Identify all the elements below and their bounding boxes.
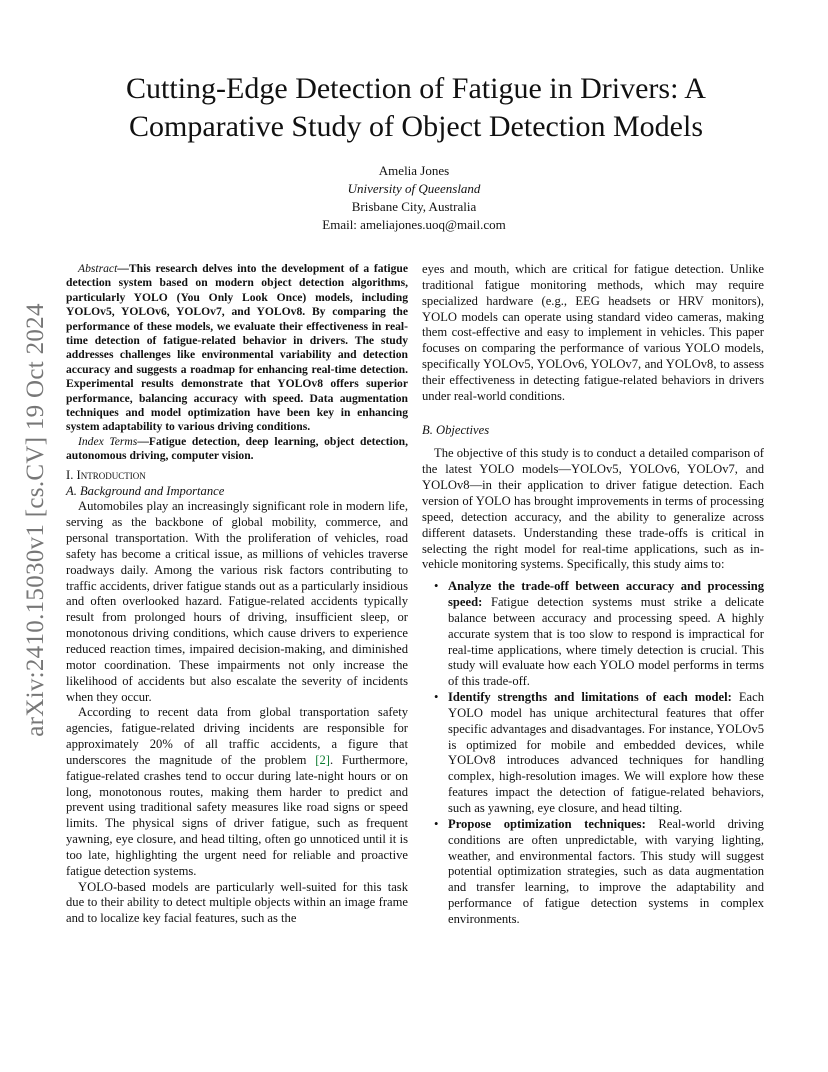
- list-item-head: Identify strengths and limitations of each model:: [448, 690, 732, 705]
- author-block: [214, 162, 614, 234]
- index-terms-text: —Fatigue detection, deep learning, object detection, autonomous driving, computer vision.: [66, 434, 408, 463]
- list-item: [448, 817, 764, 928]
- para2-text-a: According to recent data from global transportation safety agencies, fatigue-related driving incidents are responsible for approximately 20% of all traffic accidents, a figure that underscores the magnitude of the problem: [66, 705, 408, 767]
- author-location: Brisbane City, Australia: [351, 199, 477, 214]
- list-item-text: Fatigue detection systems must strike a delicate balance between accuracy and processing speed. A highly accurate system that is too slow to respond is impractical for real-time applications, where timely detection is crucial. This study will evaluate how each YOLO model performs in terms of this trade-off.: [448, 595, 764, 689]
- paragraph-background-3-continued: eyes and mouth, which are critical for fatigue detection. Unlike traditional fatigue monitoring methods, which may require specialized hardware (e.g., EEG headsets or HRV monitors), YOLO models can operate using standard video cameras, making them cost-effective and easy to implement in vehicles. This paper focuses on comparing the performance of various YOLO models, specifically YOLOv5, YOLOv6, YOLOv7, and YOLOv8, to assess their effectiveness in detecting fatigue-related behaviors in drivers under real-world conditions.: [422, 262, 764, 403]
- list-item-text: Each YOLO model has unique architectural features that offer specific advantages and disadvantages. For instance, YOLOv5 is optimized for mobile and embedded devices, while YOLOv8 introduces advanced techniques for handling complex, high-resolution images. We will explore how these features impact the detection of fatigue-related behaviors, such as yawning, eye closure, and head tilting.: [448, 690, 764, 815]
- subsection-heading-background: A. Background and Importance: [66, 483, 225, 498]
- title-line-2: Comparative Study of Object Detection Models: [128, 110, 704, 143]
- subsection-heading-objectives: B. Objectives: [422, 422, 490, 437]
- left-column: [66, 262, 408, 927]
- author-affiliation: University of Queensland: [347, 181, 481, 196]
- section-heading-introduction: [66, 468, 408, 484]
- index-terms-label: Index Terms: [78, 434, 138, 448]
- author-name: Amelia Jones: [378, 163, 450, 178]
- arxiv-id-text: arXiv:2410.15030v1 [cs.CV] 19 Oct 2024: [22, 303, 49, 737]
- list-item-text: Real-world driving conditions are often unpredictable, with varying lighting, weather, and environmental factors. This study will suggest potential optimization strategies, such as data augmentation and transfer learning, to improve the adaptability and performance of fatigue detection systems in complex environments.: [448, 816, 764, 926]
- abstract-text: —This research delves into the development of a fatigue detection system based on modern object detection algorithms, particularly YOLO (You Only Look Once) models, including YOLOv5, YOLOv6, YOLOv7, and YOLOv8. By comparing the performance of these models, we evaluate their effectiveness in real-time detection of fatigue-related behavior in drivers. The study addresses challenges like environmental variability and detection accuracy and suggests a roadmap for enhancing real-time detection. Experimental results demonstrate that YOLOv8 offers superior performance, balancing accuracy with speed. Data augmentation techniques and model optimization have been key in enhancing system adaptability to various driving conditions.: [66, 262, 408, 434]
- paragraph-background-3: YOLO-based models are particularly well-suited for this task due to their ability to detect multiple objects within an image frame and to localize key facial features, such as the: [66, 879, 408, 926]
- section-title: Introduction: [76, 467, 146, 482]
- para2-text-b: . Furthermore, fatigue-related crashes tend to occur during late-night hours or on long, monotonous routes, making them harder to predict and prevent using traditional safety measures like road signs or speed limits. The physical signs of driver fatigue, such as frequent yawning, eye closure, and head tilting, often go unnoticed until it is too late, highlighting the urgent need for reliable and proactive fatigue detection systems.: [66, 752, 408, 878]
- index-terms: [66, 435, 408, 464]
- list-item-head: Analyze the trade-off between accuracy and processing speed:: [448, 579, 764, 610]
- paragraph-background-1: Automobiles play an increasingly significant role in modern life, serving as the backbone of global mobility, commerce, and personal transportation. With the proliferation of vehicles, road safety has become a critical issue, as millions of vehicles traverse roadways daily. Among the various risk factors contributing to traffic accidents, driver fatigue stands out as a particularly insidious and often overlooked hazard. Fatigue-related accidents typically result from prolonged hours of driving, insufficient sleep, or monotonous driving conditions, which cause drivers to experience reduced reaction times, impaired decision-making, and diminished motor coordination. These impairments not only increase the likelihood of accidents but also escalate the severity of incidents when they occur.: [66, 499, 408, 704]
- list-item-head: Propose optimization techniques:: [448, 816, 646, 831]
- list-item: [448, 579, 764, 690]
- title-line-1: Cutting-Edge Detection of Fatigue in Drivers: A: [126, 72, 706, 105]
- abstract-label: Abstract: [78, 262, 118, 275]
- section-number: I.: [66, 467, 74, 482]
- paragraph-background-2: [66, 705, 408, 879]
- paper-title: [66, 70, 766, 146]
- author-email: Email: ameliajones.uoq@mail.com: [322, 217, 506, 232]
- right-column: [422, 262, 764, 928]
- list-item: [448, 690, 764, 817]
- abstract: [66, 262, 408, 435]
- objectives-list: [422, 579, 764, 928]
- paragraph-objectives: The objective of this study is to conduct a detailed comparison of the latest YOLO models—YOLOv5, YOLOv6, YOLOv7, and YOLOv8—in their application to driver fatigue detection. Each version of YOLO has brought improvements in terms of processing speed, detection accuracy, and the ability to generalize across different datasets. Understanding these trade-offs is critical in selecting the right model for real-time applications, such as in-vehicle monitoring systems. Specifically, this study aims to:: [422, 446, 764, 572]
- arxiv-sidebar-id: [16, 275, 56, 765]
- citation-link[interactable]: [2]: [315, 752, 330, 767]
